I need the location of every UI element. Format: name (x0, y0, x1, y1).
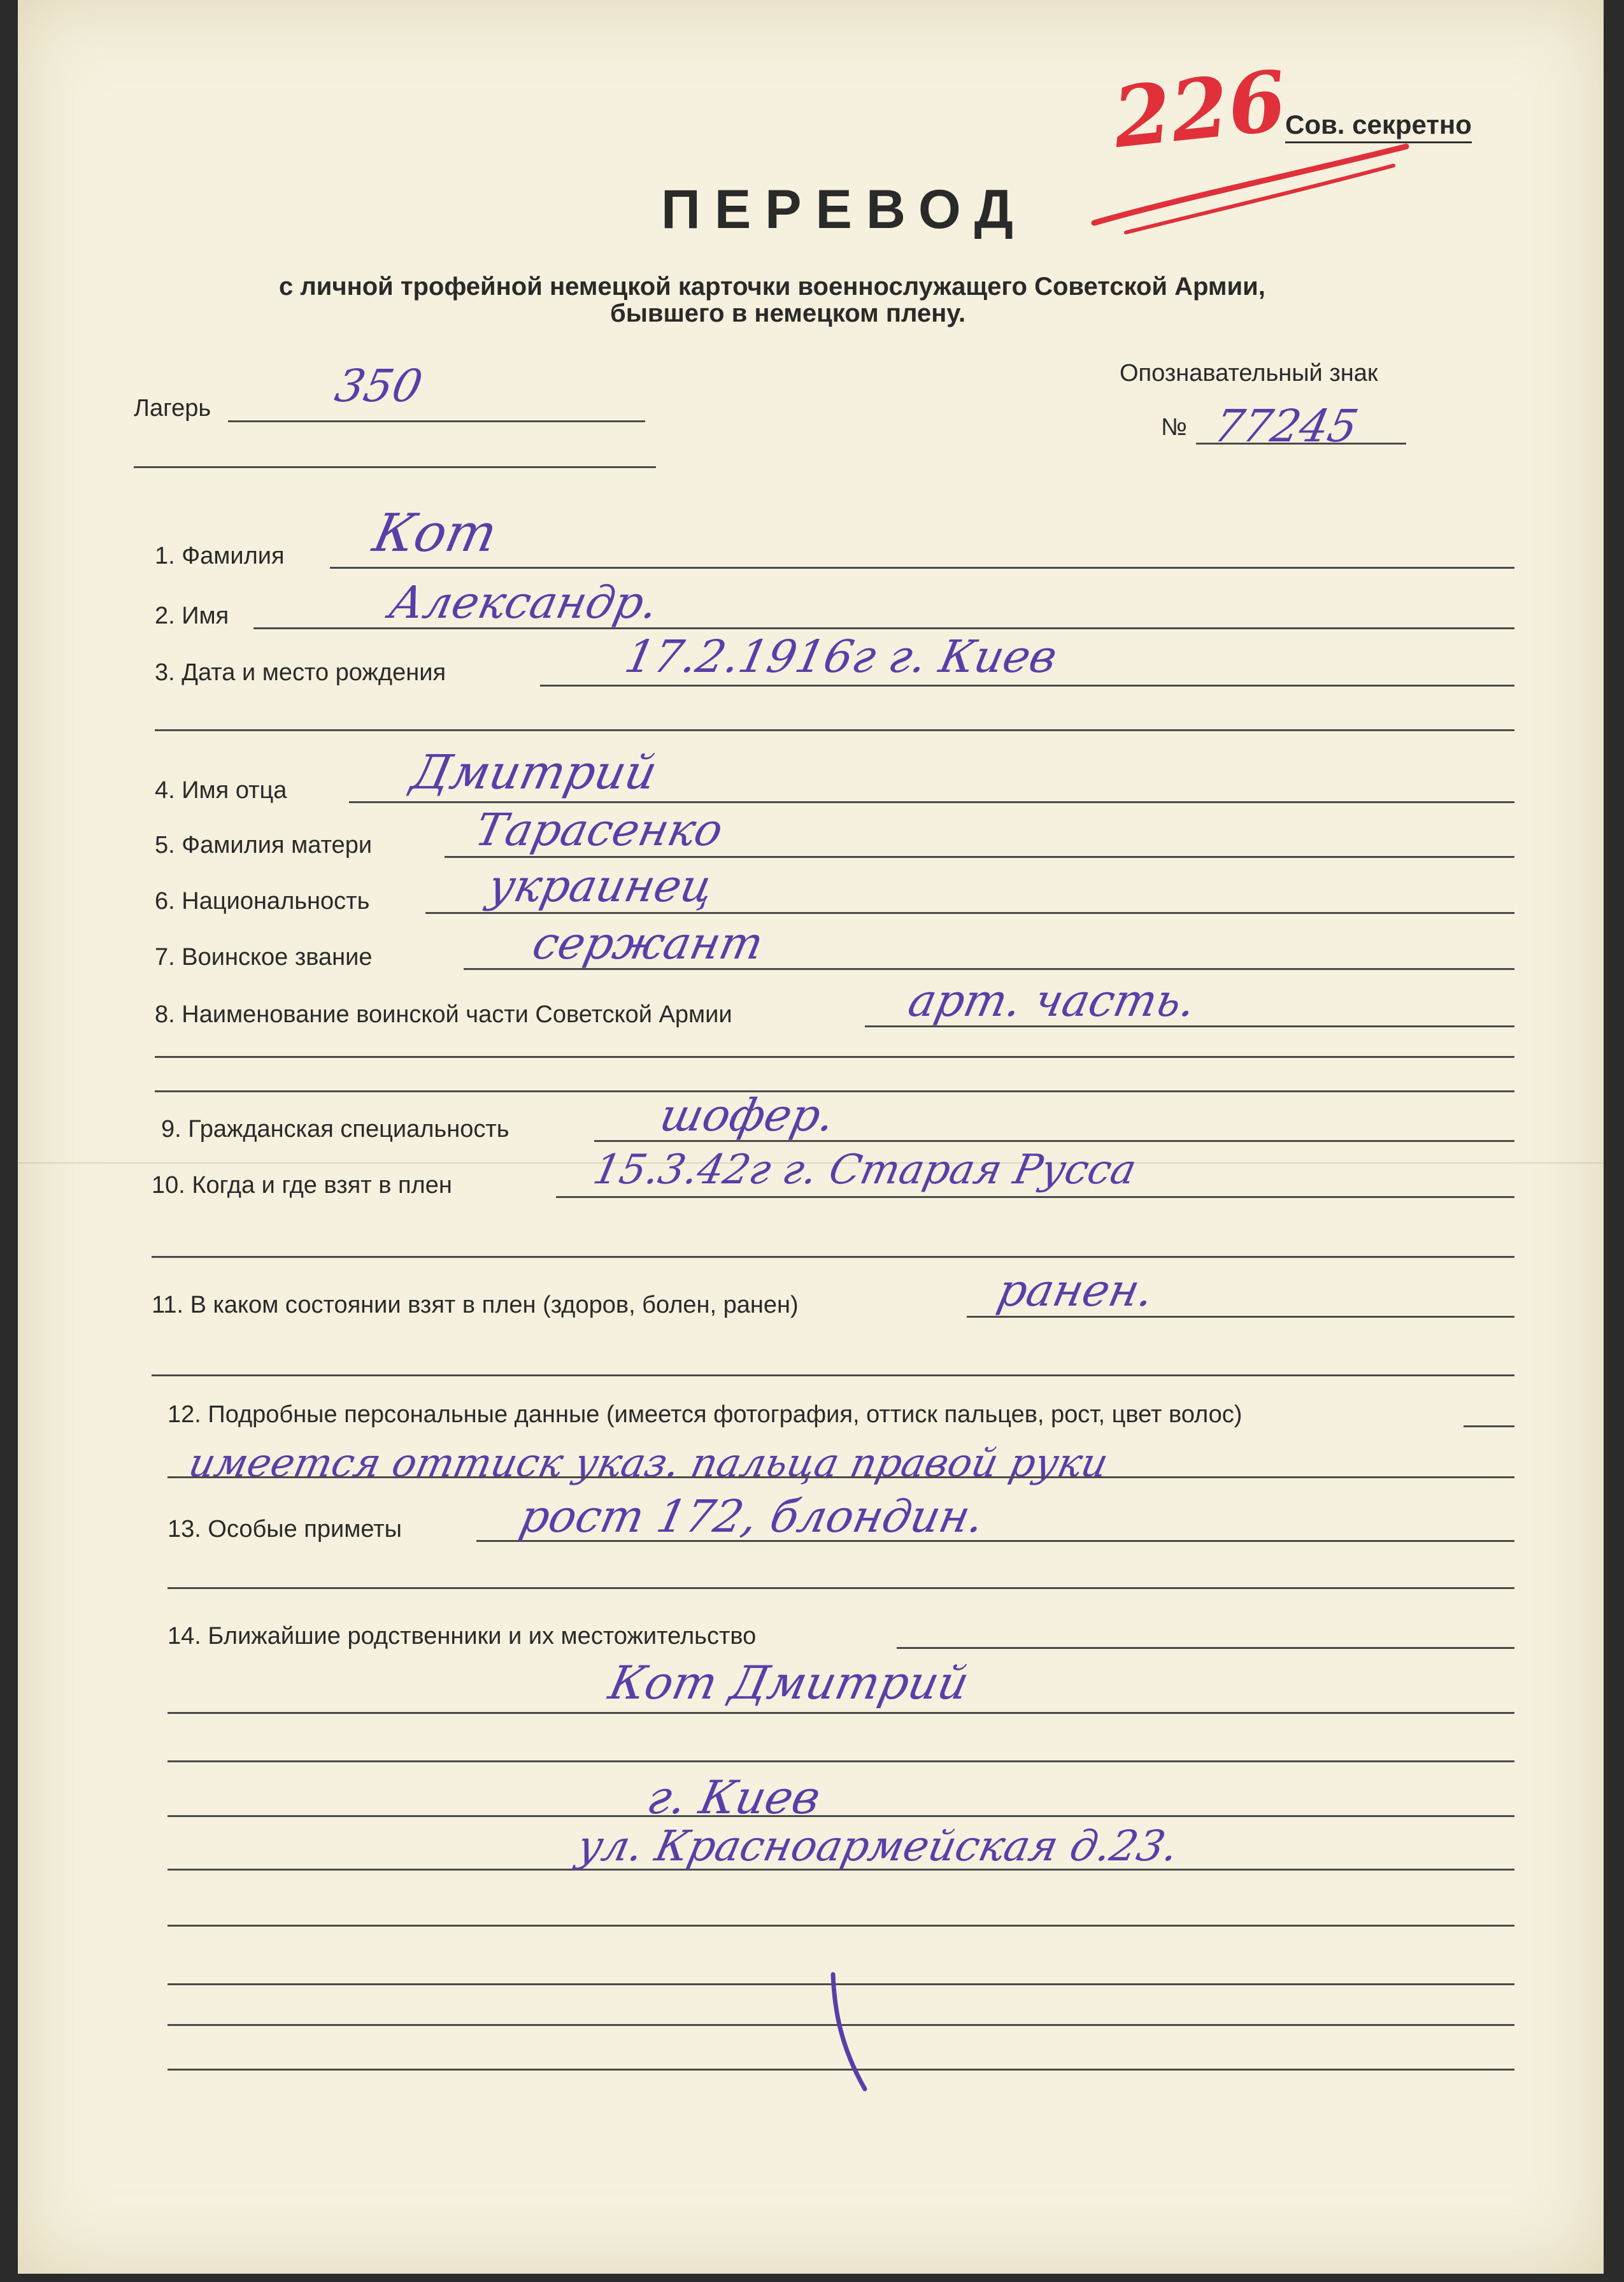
field-3-value: 17.2.1916г г. Киев (620, 631, 1062, 683)
field-11-line-2 (152, 1374, 1514, 1376)
tag-label: Опознавательный знак (1120, 360, 1378, 387)
field-13-label: 13. Особые приметы (167, 1516, 402, 1543)
field-12-label: 12. Подробные персональные данные (имеется фотография, оттиск пальцев, рост, цвет волос) (167, 1401, 1243, 1428)
field-4-label: 4. Имя отца (155, 777, 287, 804)
field-1-label: 1. Фамилия (155, 543, 285, 569)
field-4-line (349, 801, 1514, 803)
red-number-stamp: 226 (1108, 52, 1291, 167)
field-9-value: шофер. (655, 1089, 840, 1141)
field-14-line-2 (167, 1712, 1514, 1714)
subtitle-line-1: с личной трофейной немецкой карточки военнослужащего Советской Армии, (279, 273, 1265, 301)
camp-value: 350 (331, 360, 427, 412)
document-page (18, 0, 1604, 2274)
field-14-line-4 (167, 1815, 1514, 1817)
red-pencil-strokes (1088, 127, 1419, 236)
field-14-value-1: Кот Дмитрий (604, 1656, 974, 1709)
field-11-value: ранен. (993, 1264, 1159, 1316)
field-7-label: 7. Воинское звание (155, 944, 373, 971)
field-7-value: сержант (528, 917, 768, 969)
field-8-value: арт. часть. (904, 974, 1201, 1027)
field-13-line-2 (167, 1587, 1514, 1589)
page-title: ПЕРЕВОД (661, 179, 1027, 240)
field-11-label: 11. В каком состоянии взят в плен (здоров, болен, ранен) (152, 1292, 799, 1318)
field-3-line (540, 685, 1514, 687)
field-10-line (556, 1196, 1514, 1198)
field-2-label: 2. Имя (155, 603, 229, 629)
camp-line-2 (134, 466, 656, 468)
tag-value: 77245 (1209, 400, 1363, 452)
field-5-label: 5. Фамилия матери (155, 832, 373, 859)
classification-label: Сов. секретно (1285, 110, 1472, 143)
field-5-value: Тарасенко (471, 804, 728, 856)
field-14-value-2: г. Киев (643, 1771, 825, 1824)
camp-line (228, 420, 645, 422)
field-13-value: рост 172, блондин. (515, 1490, 989, 1543)
field-14-line (897, 1647, 1514, 1649)
field-12-line-2 (167, 1476, 1514, 1478)
field-9-label: 9. Гражданская специальность (161, 1116, 509, 1143)
field-14-label: 14. Ближайшие родственники и их местожительство (167, 1623, 757, 1650)
field-14-value-3: ул. Красноармейская д.23. (573, 1822, 1183, 1871)
field-1-line (330, 567, 1514, 569)
field-10-value: 15.3.42г г. Старая Русса (589, 1146, 1141, 1194)
tag-no: № (1161, 414, 1187, 441)
field-5-line (445, 856, 1514, 858)
field-14-line-6 (167, 1925, 1514, 1927)
field-2-value: Александр. (385, 576, 664, 629)
field-3-label: 3. Дата и место рождения (155, 659, 446, 686)
field-1-value: Кот (367, 503, 502, 564)
pen-stroke (820, 1968, 878, 2095)
field-10-label: 10. Когда и где взят в плен (152, 1172, 452, 1199)
field-12-value: имеется оттиск указ. пальца правой руки (185, 1439, 1113, 1486)
field-3-line-2 (155, 729, 1514, 731)
field-4-value: Дмитрий (406, 745, 662, 800)
field-8-line-2 (155, 1056, 1514, 1058)
subtitle-line-2: бывшего в немецком плену. (610, 299, 966, 327)
field-14-line-3 (167, 1760, 1514, 1762)
field-12-line (1464, 1425, 1514, 1427)
field-10-line-2 (152, 1256, 1514, 1258)
camp-label: Лагерь (134, 395, 211, 422)
field-6-value: украинец (483, 860, 718, 912)
field-6-label: 6. Национальность (155, 888, 370, 915)
field-8-label: 8. Наименование воинской части Советской Армии (155, 1001, 732, 1028)
field-6-line (425, 912, 1514, 914)
